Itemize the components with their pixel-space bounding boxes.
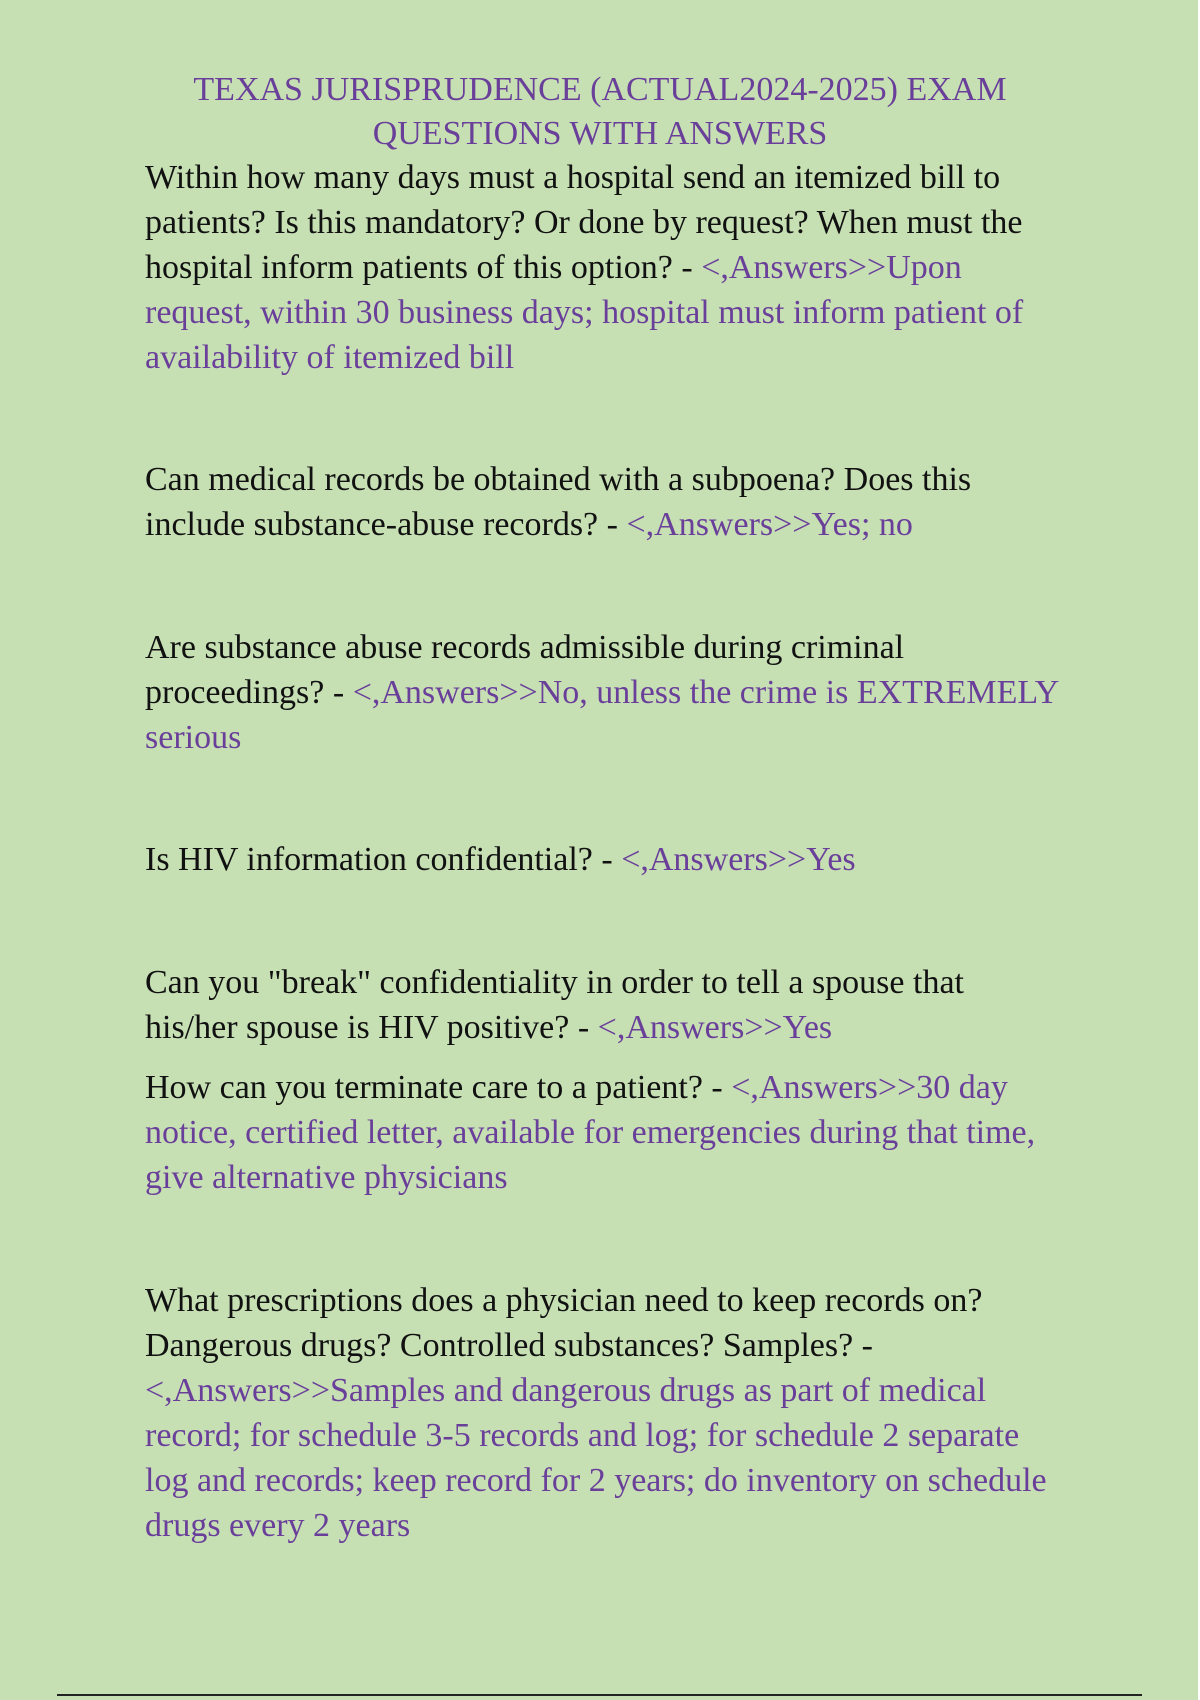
qa-item-1 <box>145 155 1065 380</box>
question-text: Is HIV information confidential? - <box>145 841 622 878</box>
qa-item-7 <box>145 1278 1065 1548</box>
qa-item-2 <box>145 457 1065 547</box>
answer-text: <,Answers>>Yes; no <box>626 506 913 543</box>
question-text: Can you "break" confidentiality in order to tell a spouse that his/her spouse is HIV positive? - <box>145 964 964 1046</box>
answer-text: <,Answers>>30 day notice, certified letter, available for emergencies during that time, give alternative physicians <box>145 1069 1036 1196</box>
qa-item-4 <box>145 837 1065 882</box>
bottom-divider <box>57 1694 1142 1696</box>
answer-text: <,Answers>>Yes <box>597 1009 833 1046</box>
answer-text: <,Answers>>Upon request, within 30 business days; hospital must inform patient of availability of itemized bill <box>145 249 1024 376</box>
question-text: Within how many days must a hospital send an itemized bill to patients? Is this mandatory? Or done by request? When must the hospital inform patients of this option? - <box>145 159 1023 286</box>
document-title: TEXAS JURISPRUDENCE (ACTUAL2024-2025) EXAM QUESTIONS WITH ANSWERS <box>193 71 1007 152</box>
qa-item-3 <box>145 625 1065 760</box>
answer-text: <,Answers>>Samples and dangerous drugs as part of medical record; for schedule 3-5 records and log; for schedule 2 separate log and records; keep record for 2 years; do inventory on schedule drugs every 2 years <box>145 1372 1047 1544</box>
question-text: Can medical records be obtained with a subpoena? Does this include substance-abuse records? - <box>145 461 972 543</box>
question-text: What prescriptions does a physician need to keep records on? Dangerous drugs? Controlled substances? Samples? - <box>145 1282 983 1364</box>
qa-item-6 <box>145 1065 1065 1200</box>
question-text: How can you terminate care to a patient? - <box>145 1069 732 1106</box>
qa-item-5 <box>145 960 1065 1050</box>
answer-text: <,Answers>>Yes <box>621 841 856 878</box>
answer-text: <,Answers>>No, unless the crime is EXTREMELY serious <box>145 674 1059 756</box>
question-text: Are substance abuse records admissible during criminal proceedings? - <box>145 629 905 711</box>
